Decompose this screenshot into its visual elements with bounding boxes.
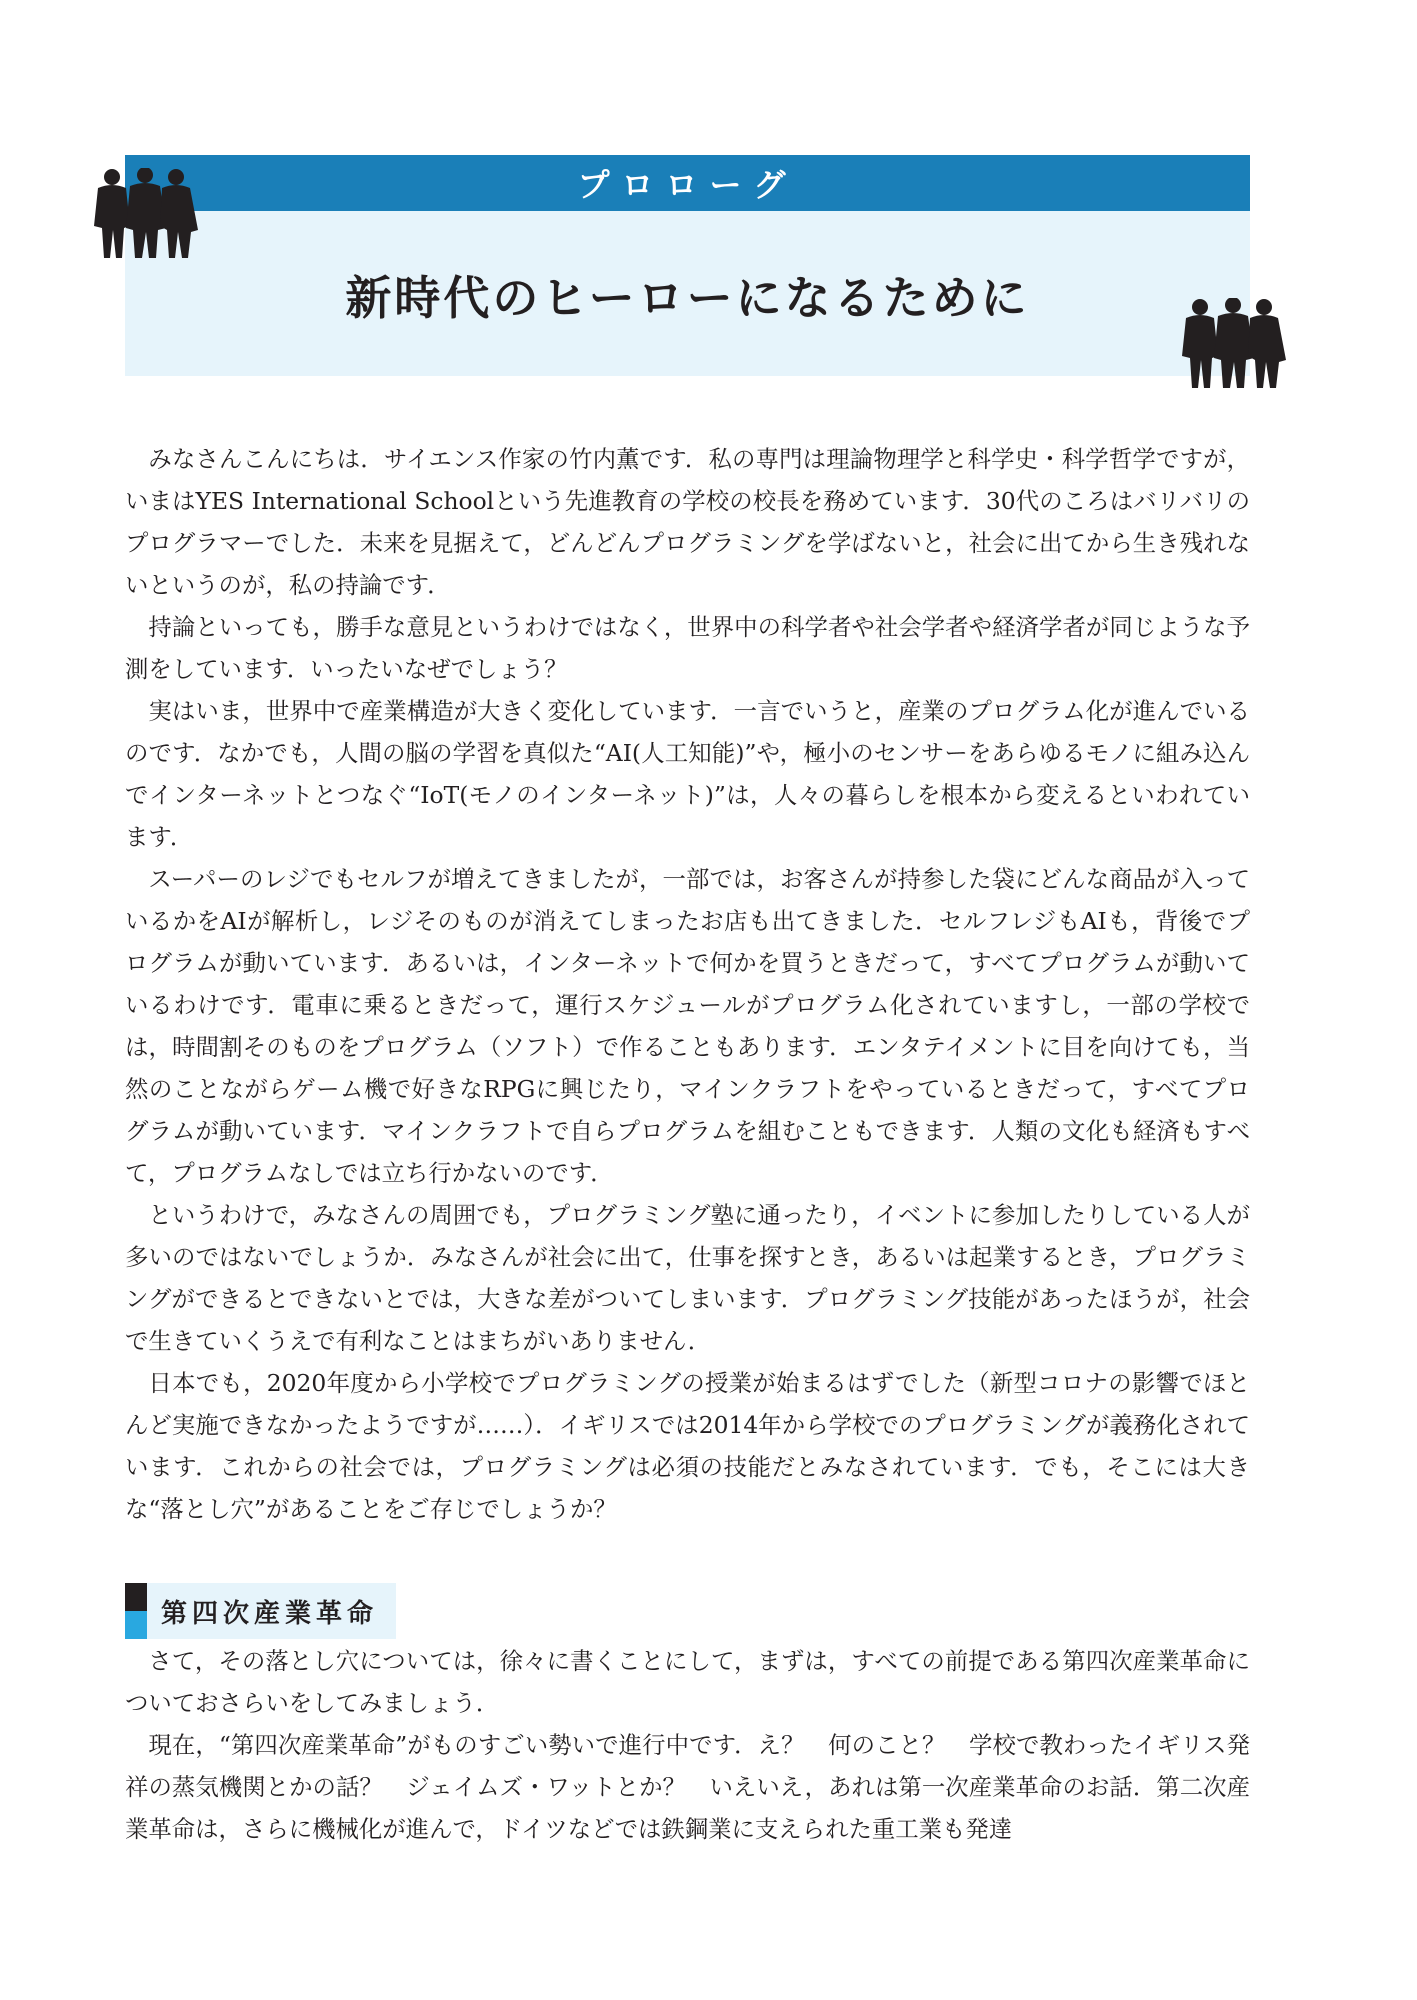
paragraph: みなさんこんにちは．サイエンス作家の竹内薫です．私の専門は理論物理学と科学史・科学哲学ですが，いまはYES International Schoolという先進教育の学校の校長を務めています．30代のころはバリバリのプログラマーでした．未来を見据えて，どんどんプログラミングを学ばないと，社会に出てから生き残れないというのが，私の持論です．: [125, 445, 1250, 599]
chapter-title: 新時代のヒーローになるために: [345, 271, 1030, 325]
paragraph: 実はいま，世界中で産業構造が大きく変化しています．一言でいうと，産業のプログラム化が進んでいるのです．なかでも，人間の脳の学習を真似た“AI(人工知能)”や，極小のセンサーをあらゆるモノに組み込んでインターネットとつなぐ“IoT(モノのインターネット)”は，人々の暮らしを根本から変えるといわれています．: [125, 697, 1250, 851]
intro-text: [125, 438, 1250, 1530]
paragraph: 持論といっても，勝手な意見というわけではなく，世界中の科学者や社会学者や経済学者が同じような予測をしています．いったいなぜでしょう？: [125, 613, 1250, 683]
paragraph: さて，その落とし穴については，徐々に書くことにして，まずは，すべての前提である第四次産業革命についておさらいをしてみましょう．: [125, 1647, 1250, 1717]
prologue-header-bar: [125, 155, 1250, 211]
prologue-label: プロローグ: [577, 166, 798, 204]
hero-silhouettes-right-icon: [1178, 298, 1288, 390]
section-title: 第四次産業革命: [147, 1583, 396, 1639]
section-heading: [125, 1583, 396, 1639]
paragraph: スーパーのレジでもセルフが増えてきましたが，一部では，お客さんが持参した袋にどんな商品が入っているかをAIが解析し，レジそのものが消えてしまったお店も出てきました．セルフレジもAIも，背後でプログラムが動いています．あるいは，インターネットで何かを買うときだって，すべてプログラムが動いているわけです．電車に乗るときだって，運行スケジュールがプログラム化されていますし，一部の学校では，時間割そのものをプログラム（ソフト）で作ることもあります．エンタテイメントに目を向けても，当然のことながらゲーム機で好きなRPGに興じたり，マインクラフトをやっているときだって，すべてプログラムが動いています．マインクラフトで自らプログラムを組むこともできます．人類の文化も経済もすべて，プログラムなしでは立ち行かないのです．: [125, 865, 1250, 1187]
paragraph: というわけで，みなさんの周囲でも，プログラミング塾に通ったり，イベントに参加したりしている人が多いのではないでしょうか．みなさんが社会に出て，仕事を探すとき，あるいは起業するとき，プログラミングができるとできないとでは，大きな差がついてしまいます．プログラミング技能があったほうが，社会で生きていくうえで有利なことはまちがいありません．: [125, 1201, 1250, 1355]
hero-silhouettes-left-icon: [90, 168, 200, 260]
paragraph: 現在，“第四次産業革命”がものすごい勢いで進行中です．え？ 何のこと？ 学校で教わったイギリス発祥の蒸気機関とかの話？ ジェイムズ・ワットとか？ いえいえ，あれは第一次産業革命のお話．第二次産業革命は，さらに機械化が進んで，ドイツなどでは鉄鋼業に支えられた重工業も発達: [125, 1731, 1250, 1843]
section-text: [125, 1640, 1250, 1850]
paragraph: 日本でも，2020年度から小学校でプログラミングの授業が始まるはずでした（新型コロナの影響でほとんど実施できなかったようですが……）．イギリスでは2014年から学校でのプログラミングが義務化されています．これからの社会では，プログラミングは必須の技能だとみなされています．でも，そこには大きな“落とし穴”があることをご存じでしょうか？: [125, 1369, 1250, 1523]
section-marker: [125, 1583, 147, 1639]
